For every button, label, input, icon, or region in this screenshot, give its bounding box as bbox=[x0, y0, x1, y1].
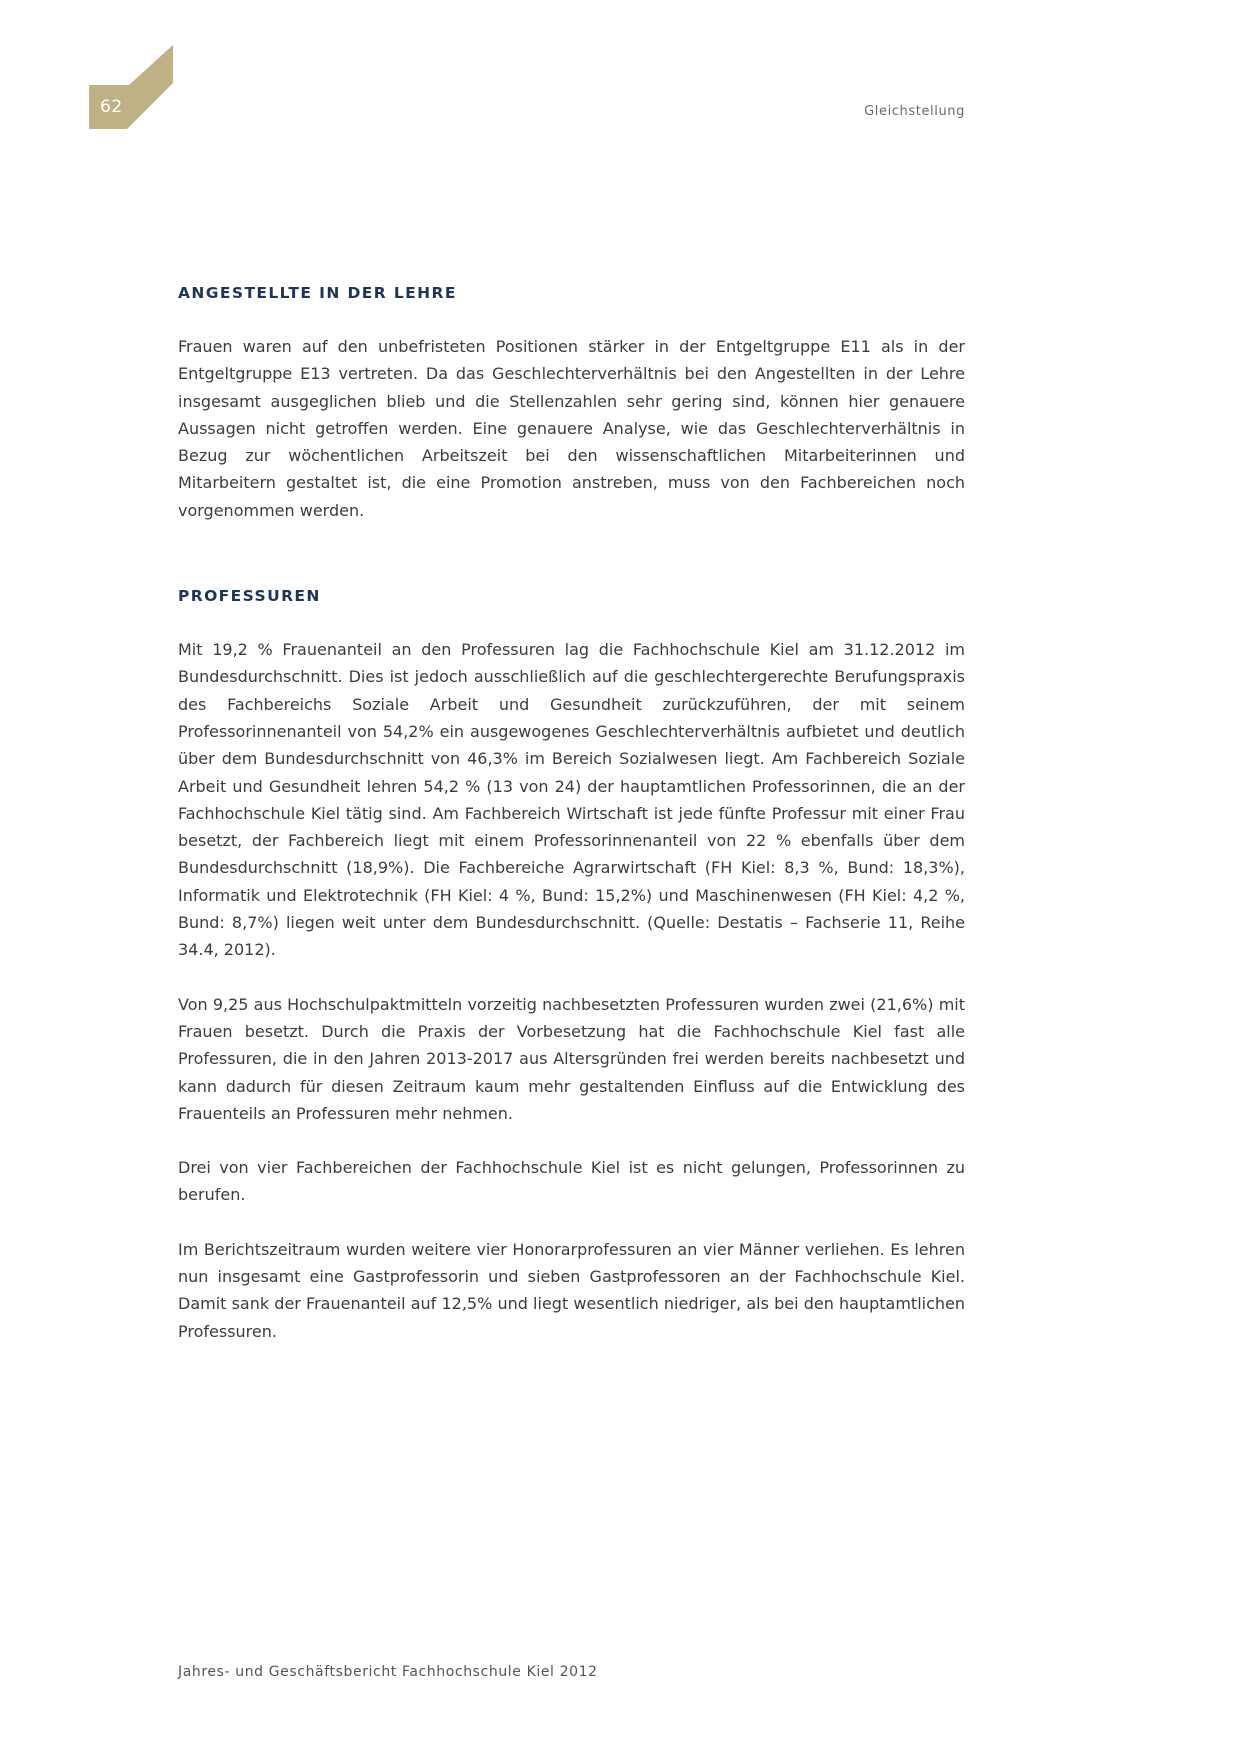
paragraph: Mit 19,2 % Frauenanteil an den Professuren lag die Fachhochschule Kiel am 31.12.2012 im Bundesdurchschnitt. Dies ist jedoch ausschließlich auf die geschlechtergerechte Berufungspraxis des Fachbereichs Soziale Arbeit und Gesundheit zurückzuführen, der mit seinem Professorinnenanteil von 54,2% ein ausgewogenes Geschlechterverhältnis aufbietet und deutlich über dem Bundesdurchschnitt von 46,3% im Bereich Sozialwesen liegt. Am Fachbereich Soziale Arbeit und Gesundheit lehren 54,2 % (13 von 24) der hauptamtlichen Professorinnen, die an der Fachhochschule Kiel tätig sind. Am Fachbereich Wirtschaft ist jede fünfte Professur mit einer Frau besetzt, der Fachbereich liegt mit einem Professorinnenanteil von 22 % ebenfalls über dem Bundesdurchschnitt (18,9%). Die Fachbereiche Agrarwirtschaft (FH Kiel: 8,3 %, Bund: 18,3%), Informatik und Elektrotechnik (FH Kiel: 4 %, Bund: 15,2%) und Maschinenwesen (FH Kiel: 4,2 %, Bund: 8,7%) liegen weit unter dem Bundesdurchschnitt. (Quelle: Destatis – Fachserie 11, Reihe 34.4, 2012). bbox=[178, 640, 965, 960]
main-content bbox=[178, 279, 965, 1345]
page-footer: Jahres- und Geschäftsbericht Fachhochschule Kiel 2012 bbox=[178, 1664, 598, 1680]
section-heading-professuren: PROFESSUREN bbox=[178, 587, 321, 606]
running-head: Gleichstellung bbox=[864, 104, 965, 119]
paragraph: Drei von vier Fachbereichen der Fachhochschule Kiel ist es nicht gelungen, Professorinnen zu berufen. bbox=[178, 1158, 965, 1205]
paragraph: Von 9,25 aus Hochschulpaktmitteln vorzeitig nachbesetzten Professuren wurden zwei (21,6%) mit Frauen besetzt. Durch die Praxis der Vorbesetzung hat die Fachhochschule Kiel fast alle Professuren, die in den Jahren 2013-2017 aus Altersgründen frei werden bereits nachbesetzt und kann dadurch für diesen Zeitraum kaum mehr gestaltenden Einfluss auf die Entwicklung des Frauenteils an Professuren mehr nehmen. bbox=[178, 994, 965, 1123]
section-heading-angestellte: ANGESTELLTE IN DER LEHRE bbox=[178, 284, 457, 302]
page-number: 62 bbox=[100, 97, 123, 117]
paragraph: Im Berichtszeitraum wurden weitere vier Honorarprofessuren an vier Männer verliehen. Es lehren nun insgesamt eine Gastprofessorin und sieben Gastprofessoren an der Fachhochschule Kiel. Damit sank der Frauenanteil auf 12,5% und liegt wesentlich niedriger, als bei den hauptamtlichen Professuren. bbox=[178, 1239, 965, 1341]
paragraph: Frauen waren auf den unbefristeten Positionen stärker in der Entgeltgruppe E11 als in der Entgeltgruppe E13 vertreten. Da das Geschlechterverhältnis bei den Angestellten in der Lehre insgesamt ausgeglichen blieb und die Stellenzahlen sehr gering sind, können hier genauere Aussagen nicht getroffen werden. Eine genauere Analyse, wie das Geschlechterverhältnis in Bezug zur wöchentlichen Arbeitszeit bei den wissenschaftlichen Mitarbeiterinnen und Mitarbeitern gestaltet ist, die eine Promotion anstreben, muss von den Fachbereichen noch vorgenommen werden. bbox=[178, 337, 965, 520]
